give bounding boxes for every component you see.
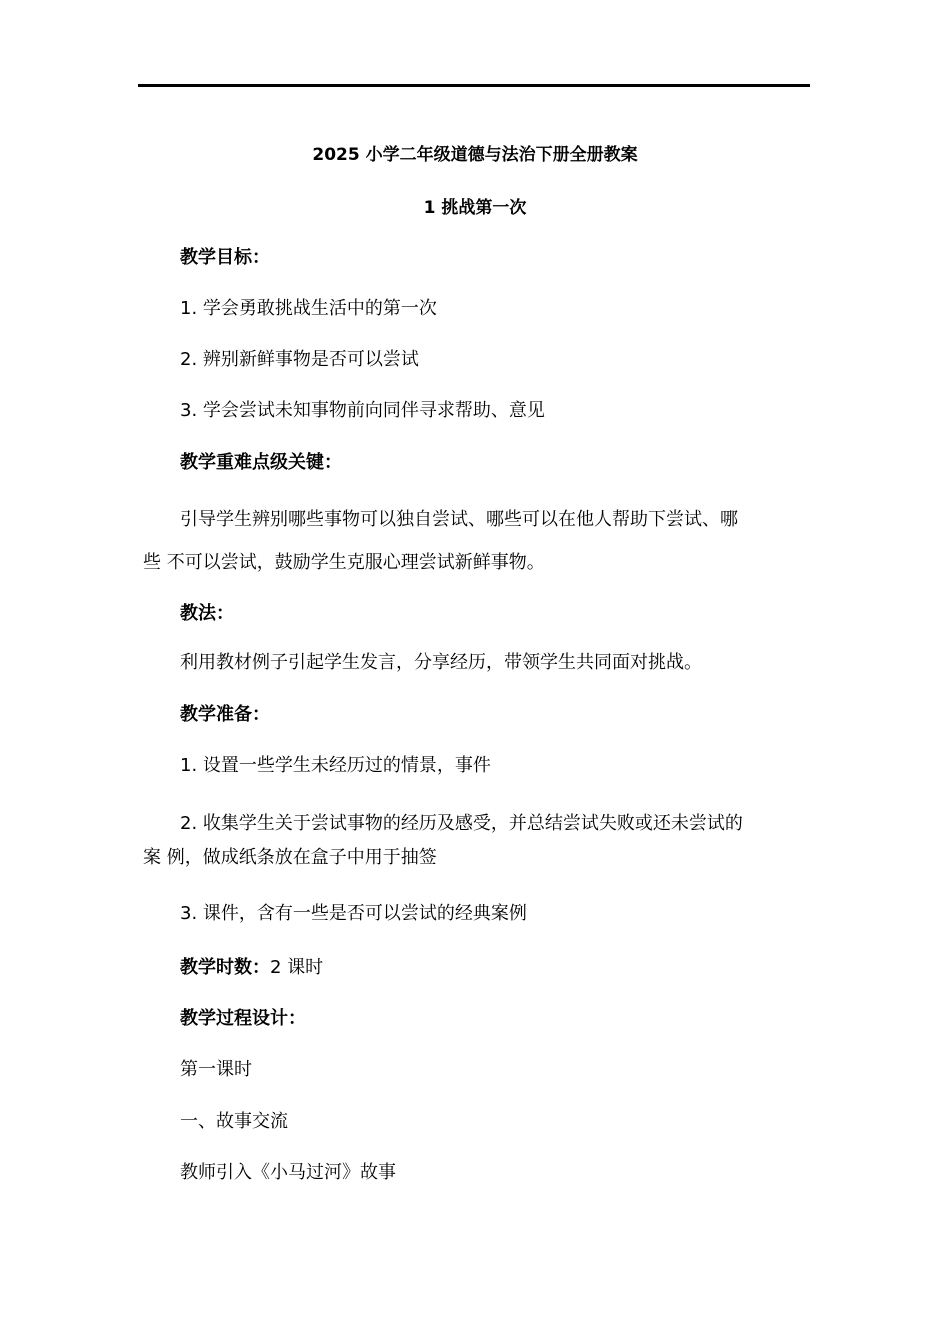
objectives-heading: 教学目标： bbox=[180, 247, 270, 268]
header-rule bbox=[138, 84, 810, 87]
document-title: 2025 小学二年级道德与法治下册全册教案 bbox=[312, 145, 638, 165]
keypoints-heading: 教学重难点级关键： bbox=[180, 452, 342, 473]
prep-item-2-line-2: 案 例，做成纸条放在盒子中用于抽签 bbox=[143, 847, 437, 868]
prep-item-1: 1. 设置一些学生未经历过的情景，事件 bbox=[180, 755, 491, 776]
hours-value: 2 课时 bbox=[270, 957, 324, 978]
prep-item-3: 3. 课件，含有一些是否可以尝试的经典案例 bbox=[180, 903, 527, 924]
method-text: 利用教材例子引起学生发言，分享经历，带领学生共同面对挑战。 bbox=[180, 652, 702, 673]
prep-heading: 教学准备： bbox=[180, 704, 270, 725]
process-heading: 教学过程设计： bbox=[180, 1008, 306, 1029]
objective-item-1: 1. 学会勇敢挑战生活中的第一次 bbox=[180, 298, 437, 319]
objective-item-2: 2. 辨别新鲜事物是否可以尝试 bbox=[180, 349, 419, 370]
hours-heading: 教学时数： bbox=[180, 957, 270, 978]
keypoints-text-line-2: 些 不可以尝试，鼓励学生克服心理尝试新鲜事物。 bbox=[143, 552, 545, 573]
period-label: 第一课时 bbox=[180, 1059, 252, 1080]
method-heading: 教法： bbox=[180, 603, 234, 624]
section-heading: 一、故事交流 bbox=[180, 1111, 288, 1132]
prep-item-2-line-1: 2. 收集学生关于尝试事物的经历及感受，并总结尝试失败或还未尝试的 bbox=[180, 813, 743, 834]
keypoints-text-line-1: 引导学生辨别哪些事物可以独自尝试、哪些可以在他人帮助下尝试、哪 bbox=[180, 509, 738, 530]
objective-item-3: 3. 学会尝试未知事物前向同伴寻求帮助、意见 bbox=[180, 400, 545, 421]
hours-line bbox=[180, 956, 323, 980]
section-text: 教师引入《小马过河》故事 bbox=[180, 1162, 396, 1183]
lesson-title: 1 挑战第一次 bbox=[423, 198, 527, 218]
